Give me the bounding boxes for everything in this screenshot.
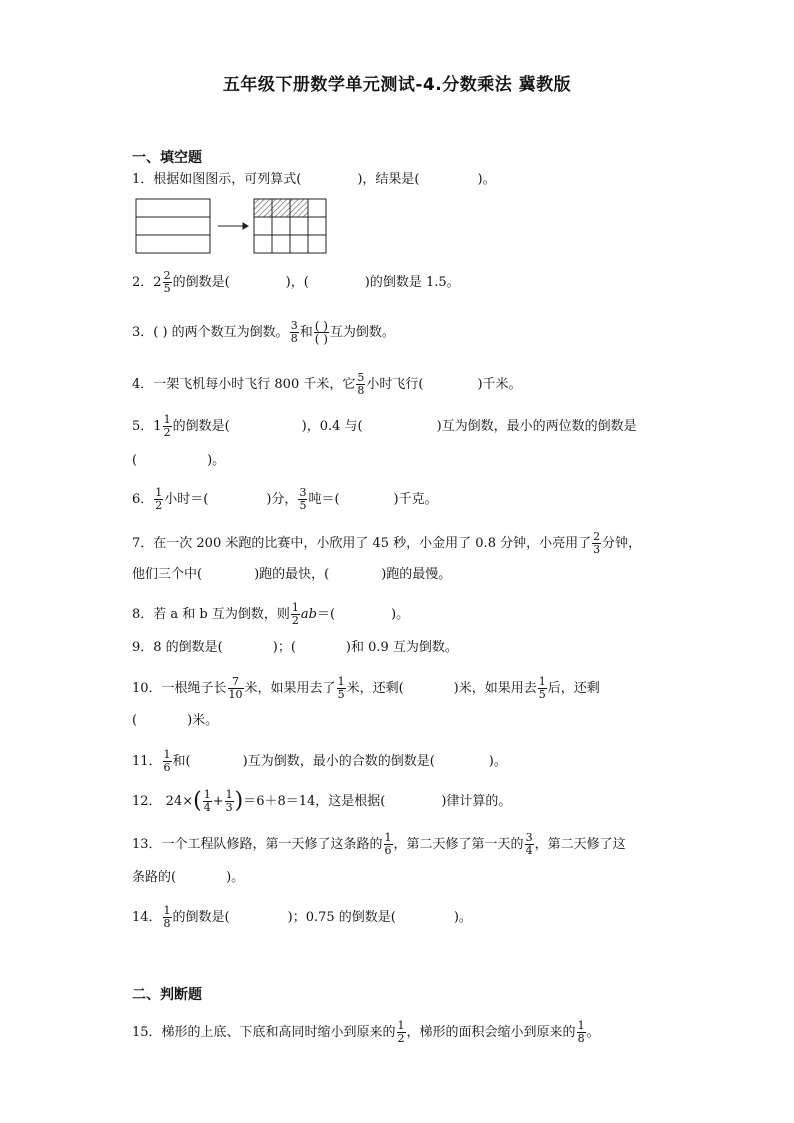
fraction: $\frac{1}{2}$ xyxy=(155,486,163,512)
fraction: $\frac{1}{2}$ xyxy=(397,1019,405,1045)
fraction: $\frac{1}{6}$ xyxy=(384,831,392,857)
question-8: 8．若 a 和 b 互为倒数，则 $\frac{1}{2}$ ab＝( )。 xyxy=(132,601,410,627)
question-2: 2．2 $\frac{2}{5}$ 的倒数是( )，( )的倒数是 1.5。 xyxy=(132,269,460,295)
fraction: $\frac{2}{5}$ xyxy=(163,269,171,295)
question-5-cont: ( )。 xyxy=(132,453,226,468)
question-4: 4．一架飞机每小时飞行 800 千米，它 $\frac{5}{8}$ 小时飞行( )千米。 xyxy=(132,371,522,397)
question-11: 11． $\frac{1}{6}$ 和( )互为倒数，最小的合数的倒数是( )。 xyxy=(132,748,507,774)
question-3: 3．( ) 的两个数互为倒数。 $\frac{3}{8}$ 和 $\frac{( )}{( )}$ 互为倒数。 xyxy=(132,319,395,346)
fraction: $\frac{1}{3}$ xyxy=(225,788,233,814)
fraction: $\frac{1}{6}$ xyxy=(163,748,171,774)
fraction: $\frac{1}{2}$ xyxy=(163,413,171,439)
fraction-diagram xyxy=(135,198,335,258)
fraction: $\frac{1}{2}$ xyxy=(291,601,299,627)
question-10-cont: ( )米。 xyxy=(132,713,219,728)
question-14: 14． $\frac{1}{8}$ 的倒数是( )；0.75 的倒数是( )。 xyxy=(132,904,472,930)
whole-rectangle xyxy=(136,199,210,253)
section-fill-in-heading: 一、填空题 xyxy=(132,150,202,166)
fraction: $\frac{1}{4}$ xyxy=(203,788,211,814)
question-1: 1．根据如图图示，可列算式( )，结果是( )。 xyxy=(132,172,496,187)
question-7-cont: 他们三个中( )跑的最快，( )跑的最慢。 xyxy=(132,567,452,582)
blank-fraction: $\frac{( )}{( )}$ xyxy=(314,319,328,346)
question-5: 5．1 $\frac{1}{2}$ 的倒数是( )，0.4 与( )互为倒数，最小的两位数的倒数是 xyxy=(132,413,637,439)
fraction: $\frac{1}{8}$ xyxy=(577,1019,585,1045)
fraction: $\frac{3}{8}$ xyxy=(290,319,298,345)
question-13: 13．一个工程队修路，第一天修了这条路的 $\frac{1}{6}$ ，第二天修了第一天的 $\frac{3}{4}$ ，第二天修了这 xyxy=(132,831,626,857)
divided-rectangle xyxy=(254,199,326,253)
fraction: $\frac{1}{5}$ xyxy=(538,675,546,701)
fraction: $\frac{3}{5}$ xyxy=(299,486,307,512)
arrow-icon xyxy=(218,223,248,229)
question-10: 10．一根绳子长 $\frac{7}{10}$ 米，如果用去了 $\frac{1}{5}$ 米，还剩( )米，如果用去 $\frac{1}{5}$ 后，还剩 xyxy=(132,675,600,701)
fraction: $\frac{1}{5}$ xyxy=(337,675,345,701)
fraction: $\frac{3}{4}$ xyxy=(525,831,533,857)
question-6: 6． $\frac{1}{2}$ 小时＝( )分， $\frac{3}{5}$ 吨＝( )千克。 xyxy=(132,486,438,512)
fraction: $\frac{2}{3}$ xyxy=(593,530,601,556)
question-9: 9．8 的倒数是( )；( )和 0.9 互为倒数。 xyxy=(132,640,458,655)
question-15: 15．梯形的上底、下底和高同时缩小到原来的 $\frac{1}{2}$ ，梯形的面积会缩小到原来的 $\frac{1}{8}$ 。 xyxy=(132,1019,600,1045)
fraction: $\frac{5}{8}$ xyxy=(357,371,365,397)
section-judgement-heading: 二、判断题 xyxy=(132,987,202,1003)
page-title: 五年级下册数学单元测试-4.分数乘法 冀教版 xyxy=(222,75,572,95)
question-12: 12． 24×( $\frac{1}{4}$ + $\frac{1}{3}$ )＝6＋8＝14，这是根据( )律计算的。 xyxy=(132,788,512,814)
question-7: 7．在一次 200 米跑的比赛中，小欣用了 45 秒，小金用了 0.8 分钟，小亮用了 $\frac{2}{3}$ 分钟， xyxy=(132,530,642,556)
fraction: $\frac{1}{8}$ xyxy=(163,904,171,930)
fraction: $\frac{7}{10}$ xyxy=(228,675,243,701)
question-13-cont: 条路的( )。 xyxy=(132,870,245,885)
